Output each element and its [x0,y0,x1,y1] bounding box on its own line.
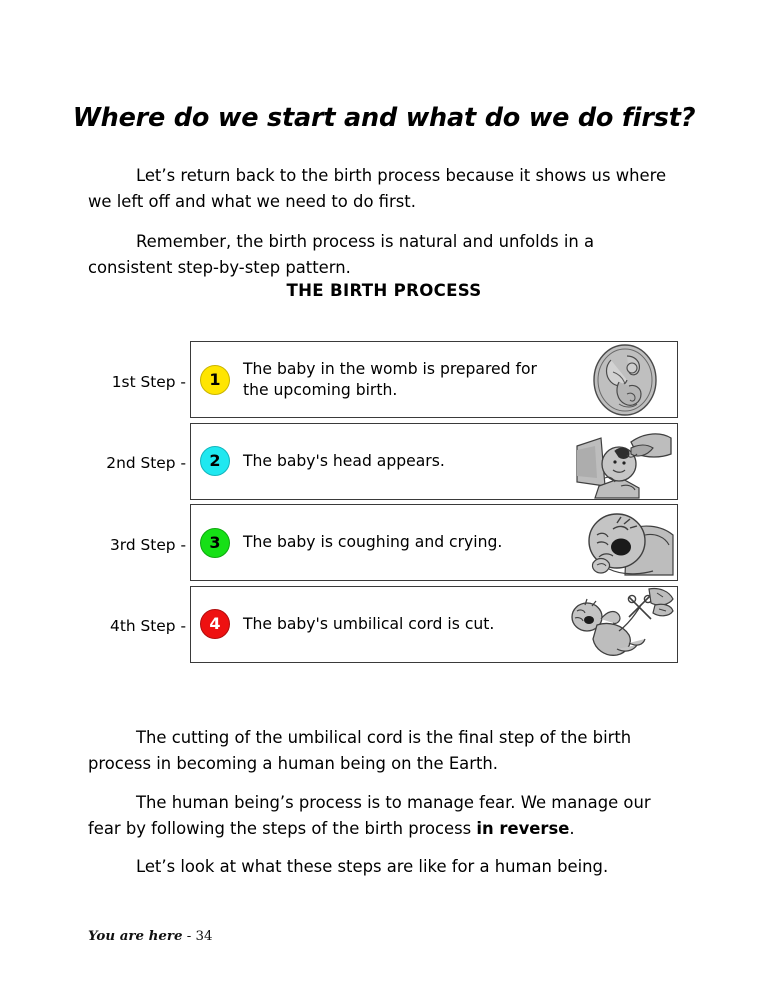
step-number-badge: 3 [200,528,230,558]
footer [88,928,213,944]
step-box [190,341,678,418]
step-box [190,423,678,500]
paragraph-manage-fear [88,790,672,842]
umbilical-cord-cut-illustration [573,587,677,662]
step-row [0,423,768,505]
birth-process-steps-list [0,341,768,667]
step-label: 3rd Step - [110,535,186,554]
paragraph-intro: Let’s return back to the birth process because it shows us where we left off and what we need to do first. [88,166,667,212]
footer-page-number: - 34 [182,929,213,944]
paragraph-closing: Let’s look at what these steps are like for a human being. [136,857,609,877]
step-row [0,341,768,423]
baby-head-emerging-illustration [573,424,677,499]
step-box [190,504,678,581]
step-description: The baby is coughing and crying. [243,533,503,551]
manage-fear-text-part1: The human being’s process is to manage fear. We manage our fear by following the steps of the birth process [88,793,651,839]
step-label: 1st Step - [111,372,186,391]
step-label: 4th Step - [110,617,186,636]
step-number-badge: 4 [200,609,230,639]
step-label: 2nd Step - [106,454,186,473]
manage-fear-emphasis: in reverse [476,819,570,839]
paragraph-cutting: The cutting of the umbilical cord is the final step of the birth process in becoming a human being on the Earth. [88,728,632,774]
page-title: Where do we start and what do we do first? [72,103,696,134]
step-description: The baby in the womb is prepared for the upcoming birth. [243,359,537,399]
paragraph-remember: Remember, the birth process is natural and unfolds in a consistent step-by-step pattern. [88,232,595,278]
step-description: The baby's umbilical cord is cut. [243,614,495,633]
step-box [190,586,678,663]
step-number-badge: 1 [200,365,230,395]
baby-crying-illustration [573,505,677,580]
step-description: The baby's head appears. [243,451,445,470]
fetus-in-womb-illustration [573,342,677,417]
step-number-badge: 2 [200,446,230,476]
step-row [0,586,768,668]
section-heading: THE BIRTH PROCESS [286,281,482,300]
manage-fear-text-part2: . [569,819,575,839]
step-row [0,504,768,586]
footer-label: You are here [88,928,183,944]
